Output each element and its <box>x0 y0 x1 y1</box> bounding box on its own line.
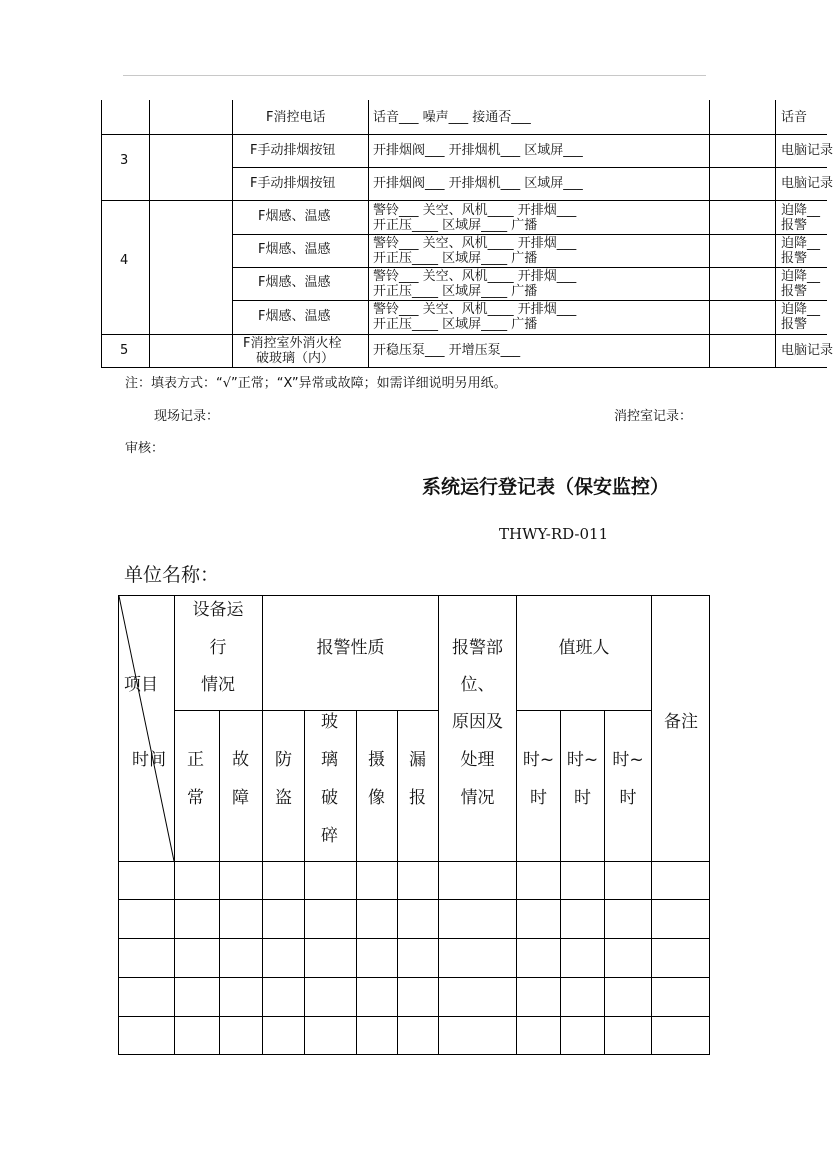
right-cell: 电脑记录 <box>781 143 833 158</box>
header-theft: 防 <box>275 750 292 770</box>
right-cell: 报警 <box>781 218 808 233</box>
item-cell: F手动排烟按钮 <box>250 143 336 158</box>
register-table <box>118 595 710 1055</box>
content-cell: 话音___ 噪声___ 接通否___ <box>373 110 531 125</box>
content-cell: 开正压____ 区域屏____ 广播 <box>373 317 538 332</box>
grid-line <box>232 267 827 268</box>
item-cell: 破玻璃（内） <box>256 351 335 366</box>
header-fault: 障 <box>232 788 249 808</box>
right-cell: 迫降__ <box>781 236 821 251</box>
content-cell: 警铃___ 关空、风机____ 开排烟___ <box>373 302 577 317</box>
diagonal-line <box>119 596 174 861</box>
content-cell: 警铃___ 关空、风机____ 开排烟___ <box>373 203 577 218</box>
item-cell: F烟感、温感 <box>258 242 331 257</box>
item-cell: F烟感、温感 <box>258 209 331 224</box>
grid-line <box>101 134 827 135</box>
right-cell: 电脑记录 <box>781 343 833 358</box>
right-cell: 迫降__ <box>781 203 821 218</box>
header-fault: 故 <box>232 750 249 770</box>
grid-line <box>101 367 827 368</box>
header-shift: 时 <box>574 788 591 808</box>
row-number: 4 <box>120 253 129 268</box>
content-cell: 开稳压泵___ 开增压泵___ <box>373 343 521 358</box>
header-alarm-nature: 报警性质 <box>316 638 385 658</box>
header-shift: 时~ <box>566 750 599 770</box>
header-remarks: 备注 <box>664 712 698 732</box>
header-glass: 碎 <box>321 826 338 846</box>
header-false-alarm: 报 <box>409 788 426 808</box>
control-room-record-label: 消控室记录： <box>614 409 693 424</box>
header-glass: 破 <box>321 788 338 808</box>
grid-line <box>149 100 150 368</box>
item-cell: F消控电话 <box>266 110 326 125</box>
right-cell: 迫降__ <box>781 269 821 284</box>
row-number: 3 <box>120 153 129 168</box>
grid-line <box>101 200 827 201</box>
fill-method-note: 注：填表方式：“√”正常；“X”异常或故障；如需详细说明另用纸。 <box>125 376 507 391</box>
header-glass: 璃 <box>321 750 338 770</box>
form-code: THWY-RD-011 <box>499 525 609 543</box>
header-rule <box>123 75 706 76</box>
header-shift: 时 <box>619 788 637 808</box>
header-location: 报警部 <box>452 638 503 658</box>
right-cell: 报警 <box>781 251 808 266</box>
right-cell: 报警 <box>781 317 808 332</box>
item-cell: F手动排烟按钮 <box>250 176 336 191</box>
item-cell: F烟感、温感 <box>258 275 331 290</box>
header-equipment: 设备运 <box>192 600 244 620</box>
right-cell: 迫降__ <box>781 302 821 317</box>
header-glass: 玻 <box>321 712 338 732</box>
header-shift: 时~ <box>522 750 555 770</box>
header-equipment: 行 <box>209 638 227 658</box>
grid-line <box>232 234 827 235</box>
header-on-duty: 值班人 <box>558 638 610 658</box>
grid-line <box>101 334 827 335</box>
header-shift: 时 <box>530 788 547 808</box>
unit-name-label: 单位名称： <box>124 564 220 586</box>
header-location: 处理 <box>460 750 495 770</box>
header-location: 位、 <box>460 675 495 695</box>
content-cell: 开正压____ 区域屏____ 广播 <box>373 218 538 233</box>
right-cell: 话音 <box>781 110 808 125</box>
header-normal: 常 <box>187 788 204 808</box>
header-shift: 时~ <box>612 750 644 770</box>
form-title: 系统运行登记表（保安监控） <box>422 476 670 498</box>
content-cell: 警铃___ 关空、风机____ 开排烟___ <box>373 236 577 251</box>
row-number: 5 <box>120 343 129 358</box>
content-cell: 开正压____ 区域屏____ 广播 <box>373 251 538 266</box>
grid-line <box>232 167 827 168</box>
header-camera: 像 <box>368 788 385 808</box>
review-label: 审核： <box>125 441 165 456</box>
content-cell: 开排烟阀___ 开排烟机___ 区域屏___ <box>373 176 583 191</box>
grid-line <box>232 300 827 301</box>
content-cell: 警铃___ 关空、风机____ 开排烟___ <box>373 269 577 284</box>
header-location: 情况 <box>460 788 495 808</box>
content-cell: 开排烟阀___ 开排烟机___ 区域屏___ <box>373 143 583 158</box>
header-location: 原因及 <box>452 712 503 732</box>
header-item: 项目 <box>124 675 158 695</box>
content-cell: 开正压____ 区域屏____ 广播 <box>373 284 538 299</box>
right-cell: 电脑记录 <box>781 176 833 191</box>
header-theft: 盗 <box>275 788 292 808</box>
right-cell: 报警 <box>781 284 808 299</box>
header-normal: 正 <box>187 750 204 770</box>
item-cell: F消控室外消火栓 <box>243 336 342 351</box>
site-record-label: 现场记录： <box>154 409 220 424</box>
header-camera: 摄 <box>368 750 385 770</box>
header-time: 时间 <box>132 750 166 770</box>
header-false-alarm: 漏 <box>409 750 426 770</box>
grid-line <box>101 100 102 368</box>
header-equipment: 情况 <box>201 675 235 695</box>
item-cell: F烟感、温感 <box>258 309 331 324</box>
